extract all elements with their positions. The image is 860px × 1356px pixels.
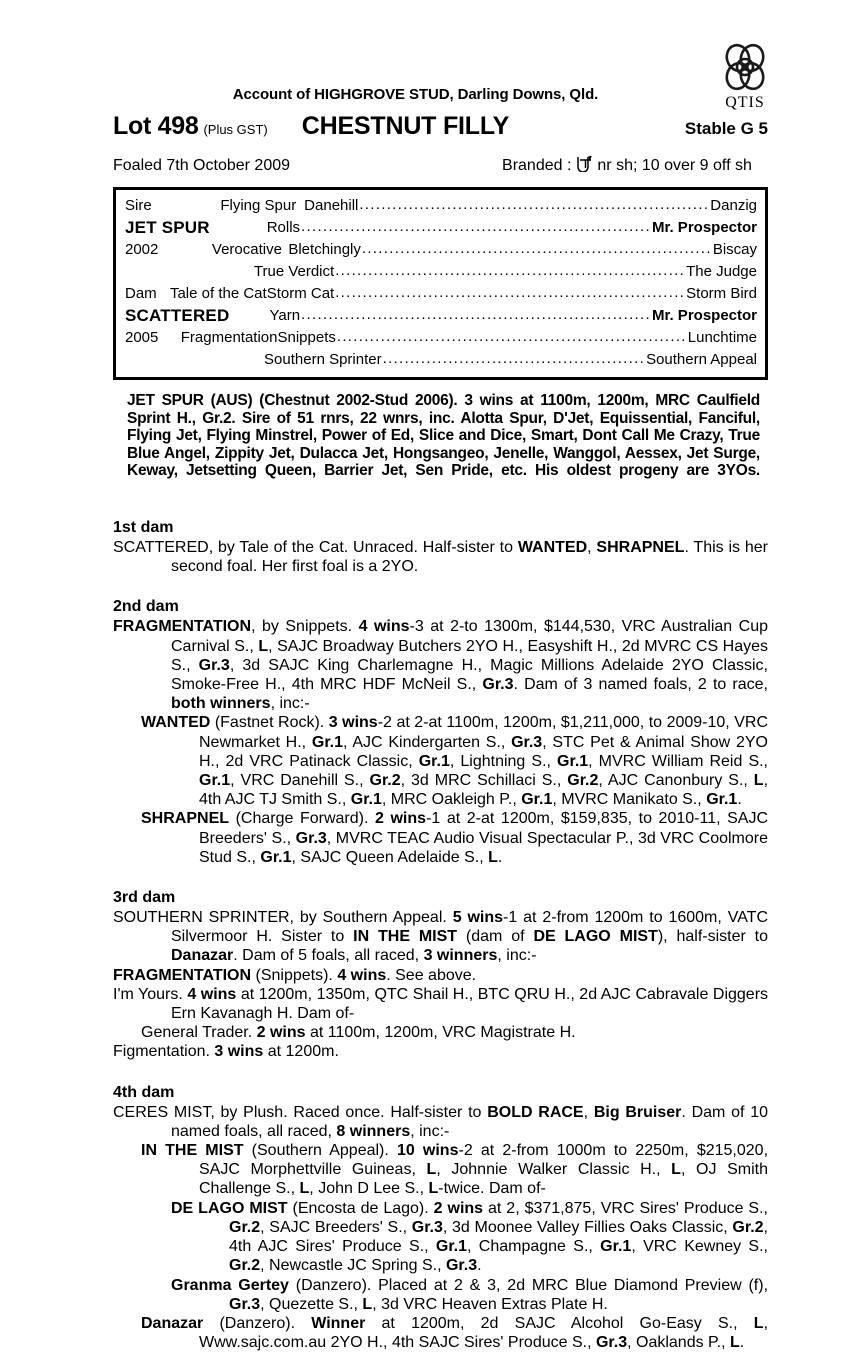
sire-year: 2002 — [125, 241, 159, 258]
dot-leader: ................................................................ — [335, 262, 686, 279]
gst-note: (Plus GST) — [203, 122, 268, 137]
account-line: Account of HIGHGROVE STUD, Darling Downs, Qld. — [232, 86, 599, 103]
dam-heading: 4th dam — [113, 1083, 175, 1101]
pedigree-entry: IN THE MIST (Southern Appeal). 10 wins-2 at 2-from 1000m to 2250m, $215,020, SAJC Morphettville Guineas, L, Johnnie Walker Classic H., L, OJ Smith Challenge S., L, John D Lee S., L-twice. Dam of- — [141, 1142, 769, 1198]
branded-info — [502, 152, 752, 175]
dam-heading: 1st dam — [113, 519, 174, 536]
third-gen-name: Snippets — [277, 329, 336, 346]
spacer-cell — [199, 349, 264, 371]
sire-summary: JET SPUR (AUS) (Chestnut 2002-Stud 2006). 3 wins at 1100m, 1200m, MRC Caulfield Sprint H., Gr.2. Sire of 51 rnrs, 22 wnrs, inc. Alotta Spur, D'Jet, Equissential, Fanciful, Flying Jet, Flying Minstrel, Power of Ed, Slice and Dice, Smart, Dont Call Me Crazy, True Blue Angel, Zippity Jet, Dulacca Jet, Hongsangeo, Jenelle, Wanggol, Aessex, Jet Surge, Keway, Jetsetting Queen, Barrier Jet, Sen Pride, etc. His oldest progeny are 3YOs. — [127, 392, 760, 479]
dam-section — [113, 1084, 768, 1353]
pedigree-row — [116, 327, 765, 349]
dam-label: Dam — [125, 285, 157, 302]
lot-header-row — [113, 112, 768, 141]
dam-heading: 2nd dam — [113, 598, 179, 616]
brand-symbol-icon — [575, 154, 595, 177]
pedigree-entry: FRAGMENTATION, by Snippets. 4 wins-3 at 2-to 1300m, $144,530, VRC Australian Cup Carnival S., L, SAJC Broadway Butchers 2YO H., Easyshift H., 2d MVRC CS Hayes S., Gr.3, 3d SAJC King Charlemagne H., Magic Millions Adelaide 2YO Classic, Smoke-Free H., 4th MRC HDF McNeil S., Gr.3. Dam of 3 named foals, 2 to race, both winners, inc:- — [113, 618, 769, 713]
spacer-cell — [116, 261, 194, 283]
dot-leader: ................................................................ — [335, 284, 686, 301]
dam-dam: Fragmentation — [180, 329, 278, 346]
foaled-date: Foaled 7th October 2009 — [113, 157, 291, 174]
third-gen-value: Danzig — [710, 197, 757, 214]
sire-label: Sire — [125, 197, 152, 214]
branded-label: Branded : — [502, 157, 572, 174]
third-gen-name: Storm Cat — [266, 285, 335, 302]
dot-leader: ................................................................ — [361, 240, 712, 257]
pedigree-entry: WANTED (Fastnet Rock). 3 wins-2 at 2-at 1100m, 1200m, $1,211,000, to 2009-10, VRC Newmarket H., Gr.1, AJC Kindergarten S., Gr.3, STC Pet & Animal Show 2YO H., 2d VRC Patinack Classic, Gr.1, Lightning S., Gr.1, MVRC William Reid S., Gr.1, VRC Danehill S., Gr.2, 3d MRC Schillaci S., Gr.2, AJC Canonbury S., L, 4th AJC TJ Smith S., Gr.1, MRC Oakleigh P., Gr.1, MVRC Manikato S., Gr.1. — [141, 714, 769, 809]
pedigree-entry: General Trader. 2 wins at 1100m, 1200m, VRC Magistrate H. — [141, 1024, 576, 1042]
pedigree-entry: Danazar (Danzero). Winner at 1200m, 2d SAJC Alcohol Go-Easy S., L, Www.sajc.com.au 2YO H., 4th SAJC Sires' Produce S., Gr.3, Oaklands P., L. — [141, 1314, 769, 1352]
pedigree-entry: SOUTHERN SPRINTER, by Southern Appeal. 5 wins-1 at 2-from 1200m to 1600m, VATC Silvermoor H. Sister to IN THE MIST (dam of DE LAGO MIST), half-sister to Danazar. Dam of 5 foals, all raced, 3 winners, inc:- — [113, 909, 769, 965]
dot-leader: ................................................................ — [336, 328, 687, 345]
pedigree-entry: Granma Gertey (Danzero). Placed at 2 & 3, 2d MRC Blue Diamond Preview (f), Gr.3, Quezette S., L, 3d VRC Heaven Extras Plate H. — [171, 1276, 769, 1313]
pedigree-table — [113, 187, 768, 380]
pedigree-row — [116, 261, 765, 283]
third-gen-value: Lunchtime — [687, 329, 757, 346]
colour-sex: CHESTNUT FILLY — [301, 112, 510, 140]
third-gen-cell — [288, 239, 765, 261]
dot-leader: ................................................................ — [359, 196, 710, 213]
pedigree-row — [116, 283, 765, 305]
third-gen-cell — [254, 261, 765, 283]
dot-leader: ................................................ — [382, 350, 646, 367]
sire-name: JET SPUR — [125, 218, 210, 237]
dam-sire: Tale of the Cat — [169, 285, 267, 302]
dam-name: SCATTERED — [125, 306, 230, 325]
branded-value: nr sh; 10 over 9 off sh — [597, 157, 752, 174]
pedigree-entry: FRAGMENTATION (Snippets). 4 wins. See above. — [113, 966, 477, 984]
dam-section — [113, 889, 768, 1062]
third-gen-value: Mr. Prospector — [651, 307, 757, 324]
pedigree-entry: Figmentation. 3 wins at 1200m. — [113, 1043, 339, 1061]
third-gen-cell — [277, 327, 765, 349]
pedigree-entry: SHRAPNEL (Charge Forward). 2 wins-1 at 2-at 1200m, $159,835, to 2010-11, SAJC Breeders' S., Gr.3, MVRC TEAC Audio Visual Spectacular P., 3d VRC Coolmore Stud S., Gr.1, SAJC Queen Adelaide S., L. — [141, 810, 769, 866]
dam-year: 2005 — [125, 329, 159, 346]
dam-section — [113, 519, 768, 576]
dam-heading: 3rd dam — [113, 889, 176, 907]
third-gen-value: The Judge — [686, 263, 757, 280]
spacer-cell — [194, 261, 254, 283]
pedigree-entry: I'm Yours. 4 wins at 1200m, 1350m, QTC Shail H., BTC QRU H., 2d AJC Cabravale Diggers Ern Kavanagh H. Dam of- — [113, 985, 769, 1023]
qtis-logo-mark — [702, 42, 788, 94]
qtis-logo-text: QTIS — [725, 94, 765, 111]
stable-number: Stable G 5 — [684, 119, 768, 138]
pedigree-row — [116, 349, 765, 371]
spacer-cell — [229, 305, 269, 327]
qtis-logo — [702, 42, 788, 111]
pedigree-entry: CERES MIST, by Plush. Raced once. Half-sister to BOLD RACE, Big Bruiser. Dam of 10 named foals, all raced, 8 winners, inc:- — [113, 1103, 769, 1140]
third-gen-name: Yarn — [269, 307, 301, 324]
dot-leader: ................................................................ — [301, 306, 651, 323]
spacer-cell — [116, 349, 199, 371]
third-gen-value: Mr. Prospector — [651, 219, 757, 236]
third-gen-cell — [267, 217, 765, 239]
third-gen-value: Southern Appeal — [646, 351, 757, 368]
pedigree-row — [116, 195, 765, 217]
third-gen-cell — [304, 195, 765, 217]
pedigree-entry: DE LAGO MIST (Encosta de Lago). 2 wins at 2, $371,875, VRC Sires' Produce S., Gr.2, SAJC Breeders' S., Gr.3, 3d Moonee Valley Fillies Oaks Classic, Gr.2, 4th AJC Sires' Produce S., Gr.1, Champagne S., Gr.1, VRC Kewney S., Gr.2, Newcastle JC Spring S., Gr.3. — [171, 1199, 768, 1275]
dot-leader: ................................................................ — [301, 218, 651, 235]
spacer-cell — [210, 217, 267, 239]
pedigree-row — [116, 217, 765, 239]
third-gen-cell — [267, 283, 765, 305]
third-gen-value: Biscay — [712, 241, 757, 258]
pedigree-row — [116, 239, 765, 261]
third-gen-cell — [264, 349, 765, 371]
third-gen-name: Bletchingly — [288, 241, 361, 258]
third-gen-cell — [269, 305, 765, 327]
third-gen-name: Southern Sprinter — [264, 351, 382, 368]
dam-section — [113, 598, 768, 867]
third-gen-name: True Verdict — [253, 263, 335, 280]
third-gen-value: Storm Bird — [686, 285, 757, 302]
pedigree-entry: SCATTERED, by Tale of the Cat. Unraced. Half-sister to WANTED, SHRAPNEL. This is her second foal. Her first foal is a 2YO. — [113, 539, 768, 576]
dam-sections — [113, 519, 768, 1352]
third-gen-name: Danehill — [304, 197, 359, 214]
sire-dam: Verocative — [211, 241, 282, 258]
third-gen-name: Rolls — [266, 219, 301, 236]
lot-number: Lot 498 — [113, 112, 199, 140]
sire-sire: Flying Spur — [220, 197, 297, 214]
pedigree-row — [116, 305, 765, 327]
foaled-branded-row — [113, 152, 768, 175]
